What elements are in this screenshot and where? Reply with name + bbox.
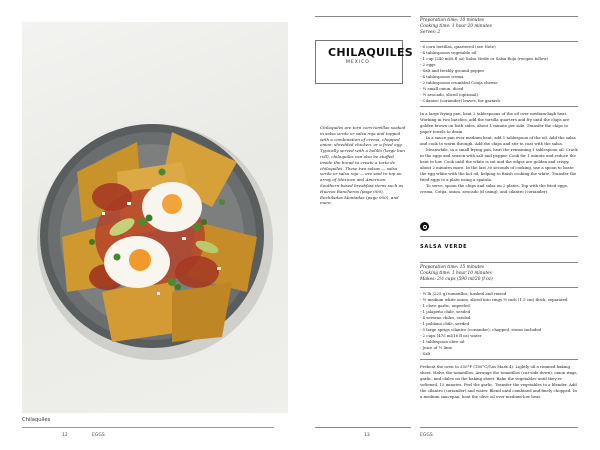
recipe-method [420,111,578,195]
salsa-ingredient-item: - Juice of ½ lime [420,345,453,350]
recipe-meta [420,18,492,36]
ingredient-item: - 2 eggs [420,62,436,67]
ingredient-item: - ½ avocado, sliced (optional) [420,92,479,97]
salsa-title-divider [420,262,578,263]
ingredient-item: - 4 tablespoons vegetable oil [420,50,477,55]
recipe-intro: Chilaquiles are torn corn tortillas soaked in salsa verde or salsa roja and topped with a combination of crema, chopped onion, shredded chicken, or a fried egg. Typically served with a bolillo (large bun roll), chilaquiles can also be stuffed inside the bread to create a torta de chilaquiles. These two salsas — salsa verde or salsa roja — are said to top an array of Mexican and American Southern-based breakfast items such as Huevos Rancheros (page 000), Enchiladas Montadas (page 000), and more. [320,125,406,206]
recipe-marker-icon [420,222,429,231]
prep-time: Preparation time: 10 minutes [420,18,485,23]
method-step: To serve, spoon the chips and salsa on 2 plates. Top with the fried eggs, crema, Cotija, onion, avocado (if using), and cilantro (coriander). [420,183,568,194]
ingredient-item: - ¼ small onion, diced [420,86,464,91]
ingredient-item: - Salt and freshly ground pepper [420,68,485,73]
ingredient-item: - Cilantro (coriander) leaves, for garnish [420,98,500,103]
ingredient-item: - 1 cup (240 ml/8 fl oz) Salsa Verde or Salsa Roja (recipes follow) [420,56,549,61]
salsa-ingredients-divider [420,359,578,360]
salsa-ingredient-item: - Salt [420,351,431,356]
bottom-rule-right [420,427,578,428]
running-head-left: EGGS [92,433,105,438]
salsa-meta [420,265,493,283]
salsa-method-text: Preheat the oven to 350°F (180°C/Gas Mark 4). Lightly oil a rimmed baking sheet. Halve the tomatillos. Arrange the tomatillos (cut-side down), onion rings, garlic, and chiles on the baking sheet. Bake the vegetables until they're softened, 15 minutes. Peel the garlic. Transfer the vegetables to a blender. Add the cilantro (coriander) and water. Blend until combined and finely chopped. In a medium saucepan, heat the olive oil over medium-low heat. [420,364,578,399]
meta-divider [420,41,578,42]
salsa-prep-time: Preparation time: 15 minutes [420,265,485,270]
salsa-ingredient-item: - 4 serrano chiles, seeded [420,315,471,320]
method-step: In a large frying pan, heat 2 tablespoons of the oil over medium-high heat. Working in two batches, add the tortilla quarters and fry until the chips are golden brown on both sides, about 1 minute per side. Transfer the chips to paper towels to drain. [420,111,570,134]
salsa-cook-time: Cooking time: 1 hour 10 minutes [420,271,492,276]
photo-caption: Chilaquiles [22,417,51,423]
salsa-ingredient-item: - ½ medium white onion, sliced into rings ½ inch (1.5 cm) thick, separated [420,297,568,302]
salsa-top-divider [420,236,578,237]
salsa-yield: Makes: 2½ cups (590 ml/20 fl oz) [420,277,493,282]
top-rule-right [420,16,578,17]
top-rule-left [315,16,411,17]
salsa-ingredient-item: - 1 jalapeño chile, seeded [420,309,471,314]
chilaquiles-photo [22,22,288,413]
salsa-ingredient-item: - 1 clove garlic, unpeeled [420,303,470,308]
ingredient-item: - 2 tablespoons crumbled Cotija cheese [420,80,498,85]
method-step: In a sauce pan over medium heat, add 1 tablespoon of the oil. Add the salsa and cook to warm through. Add the chips and stir to coat with the salsa. [420,135,576,146]
salsa-ingredient-item: - 1 tablespoon olive oil [420,339,465,344]
plate-illustration [22,22,288,413]
recipe-title: CHILAQUILES [328,46,414,59]
ingredients-divider [420,106,578,107]
salsa-ingredient-list [420,291,567,357]
method-step: Meanwhile, in a small frying pan, heat the remaining 1 tablespoon oil. Crack in the eggs and season with salt and pepper. Cook for 1 minute and reduce the heat to low. Cook until the white is set and the edges are golden and crispy, about 2 minutes more. In the last 30 seconds of cooking, use a spoon to baste the egg white with the hot oil, helping to finish cooking the white. Transfer the fried eggs to a plate using a spatula. [420,147,578,182]
salsa-method [420,364,578,400]
recipe-origin: MEXICO [346,60,370,65]
salsa-ingredient-item: - 2 cups (475 ml/16 fl oz) water [420,333,482,338]
page-number-right: 13 [364,433,370,438]
salsa-ingredient-item: - 5 large sprigs cilantro (coriander), chopped, stems included [420,327,542,332]
cook-time: Cooking time: 1 hour 20 minutes [420,24,492,29]
ingredient-list [420,44,548,104]
salsa-meta-divider [420,287,578,288]
salsa-title: SALSA VERDE [420,244,468,250]
bottom-rule-left [315,427,411,428]
caption-divider [22,427,274,428]
salsa-ingredient-item: - 1 poblano chile, seeded [420,321,470,326]
ingredient-item: - 6 corn tortillas, quartered (see Note) [420,44,496,49]
ingredient-item: - 4 tablespoons crema [420,74,464,79]
salsa-ingredient-item: - ½ lb (225 g) tomatillos, husked and rinsed [420,291,507,296]
page-number-left: 12 [62,433,68,438]
running-head-right: EGGS [420,433,433,438]
right-page [300,0,600,450]
serves: Serves: 2 [420,30,441,35]
